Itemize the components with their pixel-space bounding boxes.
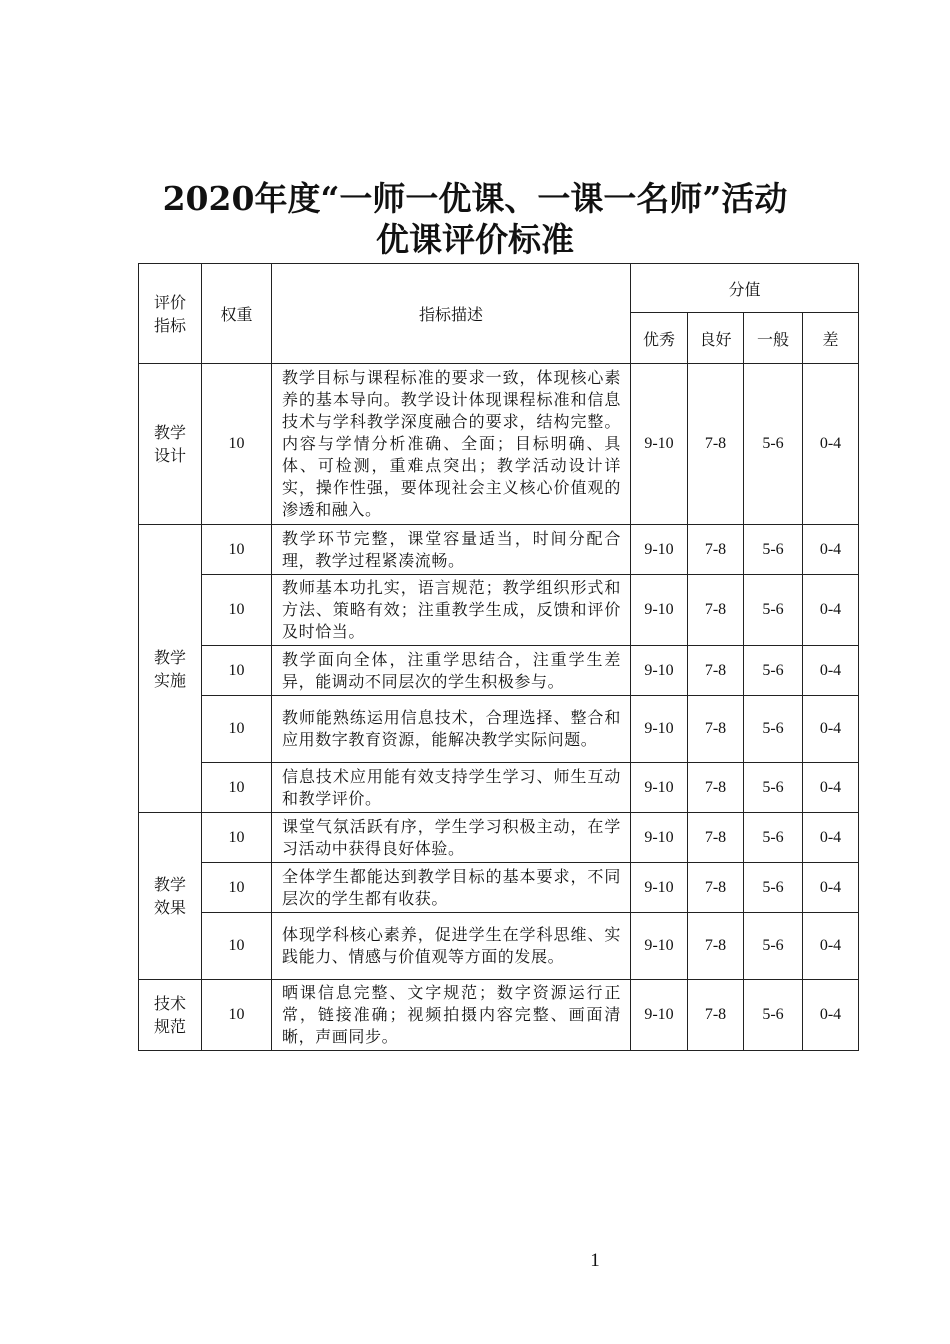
description-cell: 教学目标与课程标准的要求一致，体现核心素养的基本导向。教学设计体现课程标准和信息技术与学科教学深度融合的要求，结构完整。内容与学情分析准确、全面；目标明确、具体、可检测，重难点突出；教学活动设计详实，操作性强，要体现社会主义核心价值观的渗透和融入。	[272, 364, 631, 525]
score-cell: 9-10	[631, 364, 688, 525]
score-cell: 5-6	[744, 763, 803, 813]
score-cell: 5-6	[744, 696, 803, 763]
score-cell: 9-10	[631, 813, 688, 863]
category-cell	[139, 364, 202, 525]
score-cell: 7-8	[688, 525, 744, 575]
score-cell: 5-6	[744, 646, 803, 696]
score-cell: 7-8	[688, 696, 744, 763]
table-row	[139, 696, 859, 763]
description-cell: 晒课信息完整、文字规范；数字资源运行正常，链接准确；视频拍摄内容完整、画面清晰，声画同步。	[272, 980, 631, 1051]
category-label-line: 技术	[153, 994, 186, 1013]
score-cell: 0-4	[803, 575, 859, 646]
score-cell: 7-8	[688, 646, 744, 696]
score-cell: 0-4	[803, 763, 859, 813]
score-cell: 0-4	[803, 646, 859, 696]
description-cell: 体现学科核心素养，促进学生在学科思维、实践能力、情感与价值观等方面的发展。	[272, 913, 631, 980]
score-cell: 0-4	[803, 863, 859, 913]
weight-cell: 10	[202, 646, 272, 696]
header-level-poor: 差	[803, 313, 859, 364]
table-row	[139, 813, 859, 863]
score-cell: 9-10	[631, 696, 688, 763]
document-title-line1: 2020年度“一师一优课、一课一名师”活动	[162, 179, 788, 218]
category-cell	[139, 525, 202, 813]
weight-cell: 10	[202, 913, 272, 980]
header-indicator-line: 指标	[153, 315, 186, 335]
score-cell: 5-6	[744, 863, 803, 913]
score-cell: 7-8	[688, 980, 744, 1051]
category-label-line: 教学	[153, 423, 186, 442]
score-cell: 5-6	[744, 913, 803, 980]
header-indicator-label	[139, 291, 201, 337]
description-cell: 全体学生都能达到教学目标的基本要求，不同层次的学生都有收获。	[272, 863, 631, 913]
score-cell: 0-4	[803, 913, 859, 980]
evaluation-table	[138, 263, 859, 1051]
category-label-line: 教学	[153, 647, 186, 667]
weight-cell: 10	[202, 813, 272, 863]
score-cell: 9-10	[631, 646, 688, 696]
score-cell: 9-10	[631, 980, 688, 1051]
table-row	[139, 863, 859, 913]
score-cell: 9-10	[631, 863, 688, 913]
table-row	[139, 575, 859, 646]
category-label-line: 实施	[153, 670, 186, 690]
table-row	[139, 980, 859, 1051]
score-cell: 5-6	[744, 364, 803, 525]
score-cell: 9-10	[631, 763, 688, 813]
score-cell: 5-6	[744, 980, 803, 1051]
description-cell: 教学环节完整，课堂容量适当，时间分配合理，教学过程紧凑流畅。	[272, 525, 631, 575]
description-cell: 信息技术应用能有效支持学生学习、师生互动和教学评价。	[272, 763, 631, 813]
weight-cell: 10	[202, 763, 272, 813]
weight-cell: 10	[202, 980, 272, 1051]
page-number: 1	[590, 1250, 600, 1271]
header-indicator-line: 评价	[153, 292, 186, 312]
table-row	[139, 763, 859, 813]
header-score: 分值	[631, 264, 859, 313]
weight-cell: 10	[202, 696, 272, 763]
score-cell: 9-10	[631, 913, 688, 980]
category-cell	[139, 980, 202, 1051]
header-description: 指标描述	[272, 264, 631, 364]
header-level-excellent: 优秀	[631, 313, 688, 364]
category-label-line: 教学	[153, 875, 186, 894]
score-cell: 7-8	[688, 863, 744, 913]
header-indicator	[139, 264, 202, 364]
table-row	[139, 913, 859, 980]
weight-cell: 10	[202, 525, 272, 575]
score-cell: 7-8	[688, 813, 744, 863]
score-cell: 0-4	[803, 813, 859, 863]
category-label-line: 效果	[153, 898, 186, 917]
score-cell: 9-10	[631, 575, 688, 646]
score-cell: 0-4	[803, 980, 859, 1051]
score-cell: 7-8	[688, 763, 744, 813]
score-cell: 5-6	[744, 525, 803, 575]
weight-cell: 10	[202, 575, 272, 646]
header-weight: 权重	[202, 264, 272, 364]
document-title-line2: 优课评价标准	[376, 220, 574, 259]
table-row	[139, 364, 859, 525]
score-cell: 7-8	[688, 575, 744, 646]
weight-cell: 10	[202, 364, 272, 525]
score-cell: 0-4	[803, 696, 859, 763]
table-row	[139, 525, 859, 575]
score-cell: 5-6	[744, 813, 803, 863]
header-row-1	[139, 264, 859, 313]
description-cell: 课堂气氛活跃有序，学生学习积极主动，在学习活动中获得良好体验。	[272, 813, 631, 863]
category-cell	[139, 813, 202, 980]
description-cell: 教学面向全体，注重学思结合，注重学生差异，能调动不同层次的学生积极参与。	[272, 646, 631, 696]
score-cell: 0-4	[803, 525, 859, 575]
score-cell: 9-10	[631, 525, 688, 575]
score-cell: 7-8	[688, 913, 744, 980]
header-level-average: 一般	[744, 313, 803, 364]
header-level-good: 良好	[688, 313, 744, 364]
table-row	[139, 646, 859, 696]
description-cell: 教师基本功扎实，语言规范；教学组织形式和方法、策略有效；注重教学生成，反馈和评价及时恰当。	[272, 575, 631, 646]
score-cell: 7-8	[688, 364, 744, 525]
score-cell: 5-6	[744, 575, 803, 646]
weight-cell: 10	[202, 863, 272, 913]
category-label-line: 规范	[153, 1017, 186, 1036]
category-label-line: 设计	[153, 446, 186, 465]
description-cell: 教师能熟练运用信息技术，合理选择、整合和应用数字教育资源，能解决教学实际问题。	[272, 696, 631, 763]
score-cell: 0-4	[803, 364, 859, 525]
